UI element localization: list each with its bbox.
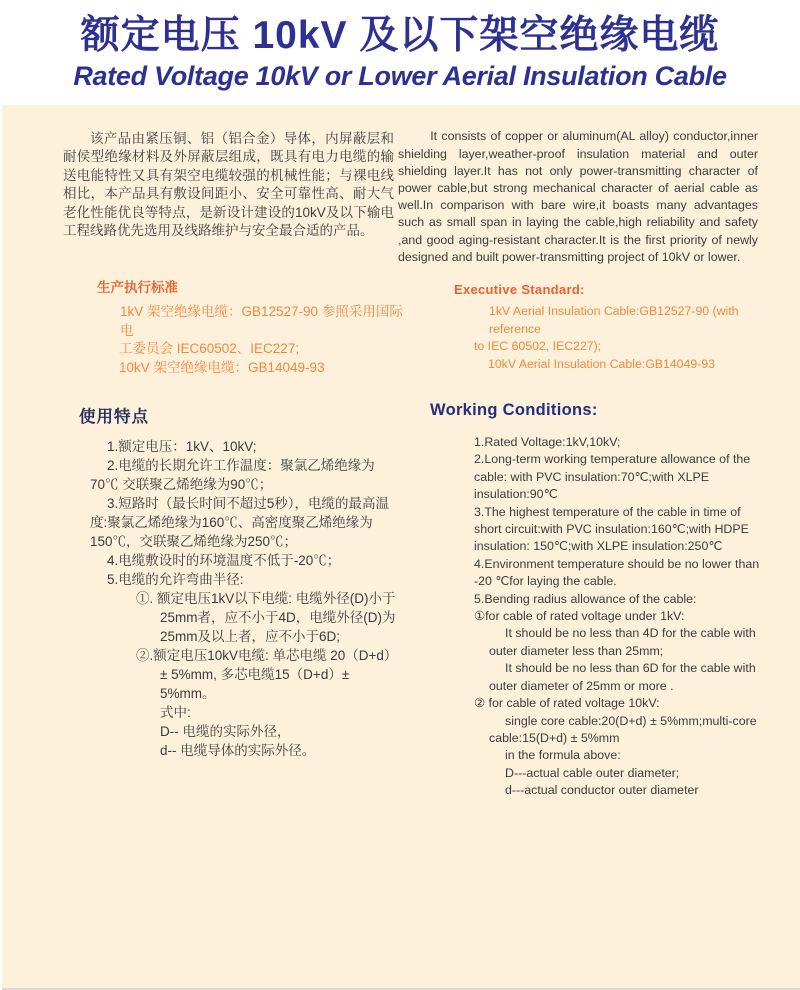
standard-line: 10kV 架空绝缘电缆：GB14049-93 — [119, 359, 325, 375]
page-title-chinese: 额定电压 10kV 及以下架空绝缘电缆 — [80, 14, 720, 57]
condition-detail: single core cable:20(D+d) ± 5%mm;multi-core cable:15(D+d) ± 5%mm — [489, 713, 757, 745]
condition-subitem: ② for cable of rated voltage 10kV: — [474, 696, 660, 711]
feature-subitem: ②.额定电压10kV电缆: 单芯电缆 20（D+d）± 5%mm, 多芯电缆15（D+d）± 5%mm。 — [136, 648, 398, 701]
feature-formula-note: 式中: — [160, 705, 191, 720]
condition-formula-note: in the formula above: — [505, 748, 621, 763]
feature-item: 4.电缆敷设时的环境温度不低于-20℃； — [107, 553, 341, 568]
condition-formula-note: D---actual cable outer diameter; — [505, 765, 680, 780]
condition-item: 5.Bending radius allowance of the cable: — [474, 591, 697, 606]
working-conditions-section-english — [400, 401, 762, 800]
feature-formula-note: D-- 电缆的实际外径， — [160, 724, 291, 739]
feature-item: 5.电缆的允许弯曲半径: — [107, 572, 244, 587]
standard-line: to IEC 60502, IEC227); — [474, 339, 602, 353]
page-header — [0, 0, 800, 105]
feature-item: 1.额定电压：1kV、10kV; — [107, 439, 257, 454]
condition-detail: It should be no less than 4D for the cable with outer diameter less than 25mm; — [489, 626, 756, 658]
intro-paragraph-chinese: 该产品由紧压铜、铝（铝合金）导体，内屏蔽层和耐侯型绝缘材料及外屏蔽层组成，既具有电力电缆的输送电能特性又具有架空电缆较强的机械性能；与裸电线相比，本产品具有敷设间距小、安全可靠性高、耐大气老化性能优良等特点，是新设计建设的10kV及以下输电工程线路优先选用及线路维护与安全最合适的产品。 — [63, 130, 394, 239]
standard-line: 1kV Aerial Insulation Cable:GB12527-90 (with reference — [489, 304, 739, 336]
production-standard-section-chinese — [97, 276, 407, 377]
condition-item: 4.Environment temperature should be no lower than -20 ℃for laying the cable. — [474, 556, 760, 589]
executive-standard-section-english — [454, 282, 766, 373]
feature-formula-note: d-- 电缆导体的实际外径。 — [160, 743, 316, 758]
page-title-english: Rated Voltage 10kV or Lower Aerial Insulation Cable — [73, 61, 727, 91]
condition-item: 1.Rated Voltage:1kV,10kV; — [474, 435, 621, 449]
condition-item: 3.The highest temperature of the cable in time of short circuit:with PVC insulation:160℃;with HDPE insulation: 150℃;with XLPE insulation:250℃ — [474, 504, 749, 554]
production-standard-heading-chinese: 生产执行标准 — [97, 280, 178, 295]
standard-line: 工委员会 IEC60502、IEC227; — [119, 341, 300, 356]
feature-item: 2.电缆的长期允许工作温度：聚氯乙烯绝缘为70℃ 交联聚乙烯绝缘为90℃； — [90, 458, 375, 492]
page-body — [0, 105, 800, 990]
condition-subitem: ①for cable of rated voltage under 1kV: — [474, 609, 685, 624]
condition-item: 2.Long-term working temperature allowance of the cable: with PVC insulation:70℃;with XLPE insulation:90℃ — [474, 452, 751, 502]
feature-item: 3.短路时（最长时间不超过5秒），电缆的最高温度:聚氯乙烯绝缘为160℃、高密度聚乙烯绝缘为150℃，交联聚乙烯绝缘为250℃； — [90, 496, 390, 549]
intro-paragraph-english: It consists of copper or aluminum(AL alloy) conductor,inner shielding layer,weather-proof insulation material and outer shielding layer.It has not only power-transmitting character of power cable,but strong mechanical character of aerial cable as well.In comparison with bare wire,it boasts many advantages such as small span in laying the cable,high reliability and safety ,and good aging-resistant character.It is the first priority of newly designed and built power-transmitting project of 10kV or lower. — [398, 129, 758, 264]
working-conditions-heading-english: Working Conditions: — [430, 401, 598, 419]
executive-standard-heading-english: Executive Standard: — [454, 282, 585, 297]
standard-line: 10kV Aerial Insulation Cable:GB14049-93 — [488, 356, 715, 371]
condition-detail: It should be no less than 6D for the cable with outer diameter of 25mm or more . — [489, 661, 756, 693]
usage-features-section-chinese — [65, 403, 399, 760]
condition-formula-note: d---actual conductor outer diameter — [505, 783, 699, 798]
feature-subitem: ①. 额定电压1kV以下电缆: 电缆外径(D)小于25mm者，应不小于4D，电缆外径(D)为25mm及以上者，应不小于6D; — [136, 591, 396, 644]
usage-features-heading-chinese: 使用特点 — [79, 408, 149, 426]
standard-line: 1kV 架空绝缘电缆：GB12527-90 参照采用国际电 — [120, 304, 403, 338]
